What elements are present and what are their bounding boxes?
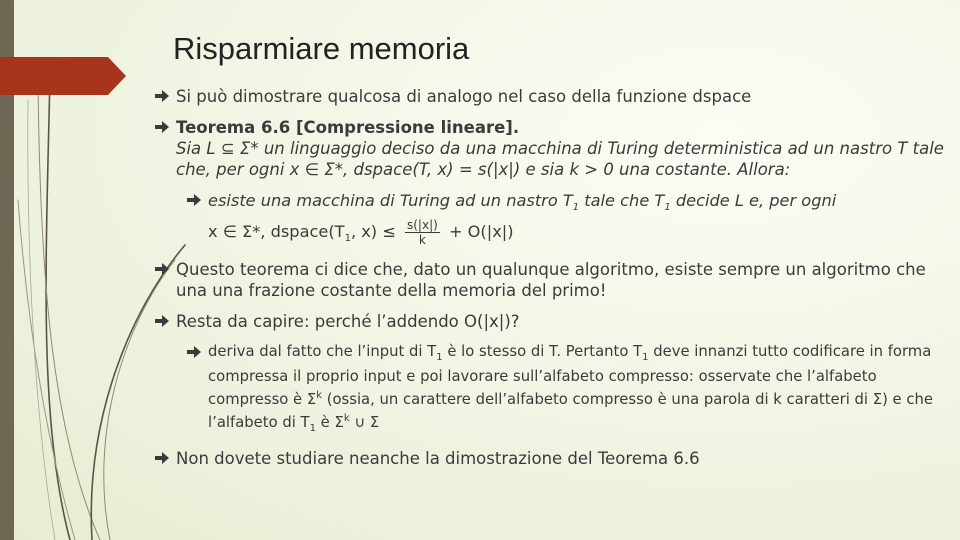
arrow-bullet-icon (187, 194, 201, 206)
bullet-text: Si può dimostrare qualcosa di analogo nel caso della funzione dspace (176, 87, 752, 106)
sub-bullet-text: decide L e, per ogni (670, 191, 837, 210)
bullet-item (155, 311, 945, 332)
theorem-statement: Sia L ⊆ Σ* un linguaggio deciso da una macchina di Turing deterministica ad un nastro T tale che, per ogni x ∈ Σ*, dspace(T, x) = s(|x|) e sia k > 0 una costante. Allora: (176, 139, 944, 179)
sub-bullet-item (187, 342, 945, 438)
sub-bullet-text: + O(|x|) (448, 222, 514, 242)
sub-bullet-text: tale che T (579, 191, 665, 210)
subscript: 1 (572, 202, 580, 214)
arrow-bullet-icon (155, 452, 169, 464)
superscript: k (316, 390, 322, 402)
bullet-text: Non dovete studiare neanche la dimostrazione del Teorema 6.6 (176, 449, 700, 469)
sub-bullet-text: (ossia, un carattere dell’alfabeto compresso è una parola di k caratteri di Σ) e che l’alfabeto di T (208, 391, 933, 432)
superscript: k (343, 413, 350, 425)
slide-content (155, 86, 945, 479)
bullet-item (155, 86, 945, 107)
sub-bullet-text: è lo stesso di T. Pertanto T (442, 343, 643, 361)
arrow-bullet-icon (155, 121, 169, 133)
sub-bullet-text: x ∈ Σ*, dspace(T (208, 222, 345, 242)
arrow-bullet-icon (155, 90, 169, 102)
sub-bullet-text: deriva dal fatto che l’input di T (208, 343, 437, 361)
subscript: 1 (344, 233, 351, 245)
fraction-numerator: s(|x|) (407, 218, 438, 233)
subscript: 1 (309, 423, 316, 435)
subscript: 1 (642, 352, 649, 364)
sub-bullet-text: , x) ≤ (350, 222, 396, 242)
bullet-item (155, 448, 945, 469)
subscript: 1 (436, 352, 443, 364)
fraction-denominator: k (418, 233, 426, 248)
sub-bullet-text: è Σ (315, 414, 344, 432)
bullet-item (155, 117, 945, 180)
sub-bullet-text: deve innanzi tutto codificare in forma compressa il proprio input e poi lavorare sull’alfabeto compresso: osservate che l’alfabeto compresso è Σ (208, 343, 932, 409)
bullet-item (155, 259, 945, 301)
sub-bullet-item (187, 190, 945, 249)
theorem-heading: Teorema 6.6 [Compressione lineare]. (176, 118, 520, 137)
sub-bullet-text: esiste una macchina di Turing ad un nastro T (208, 191, 573, 210)
sub-bullet-text: ∪ Σ (349, 414, 380, 432)
subscript: 1 (664, 202, 671, 214)
arrow-bullet-icon (187, 346, 201, 358)
arrow-bullet-icon (155, 263, 169, 275)
bullet-text: Resta da capire: perché l’addendo O(|x|)? (176, 312, 520, 332)
slide-title: Risparmiare memoria (173, 31, 470, 66)
fraction (405, 218, 440, 247)
bullet-text: Questo teorema ci dice che, dato un qualunque algoritmo, esiste sempre un algoritmo che una una frazione costante della memoria del primo! (176, 260, 926, 301)
title-accent-flag (0, 57, 130, 97)
arrow-bullet-icon (155, 315, 169, 327)
